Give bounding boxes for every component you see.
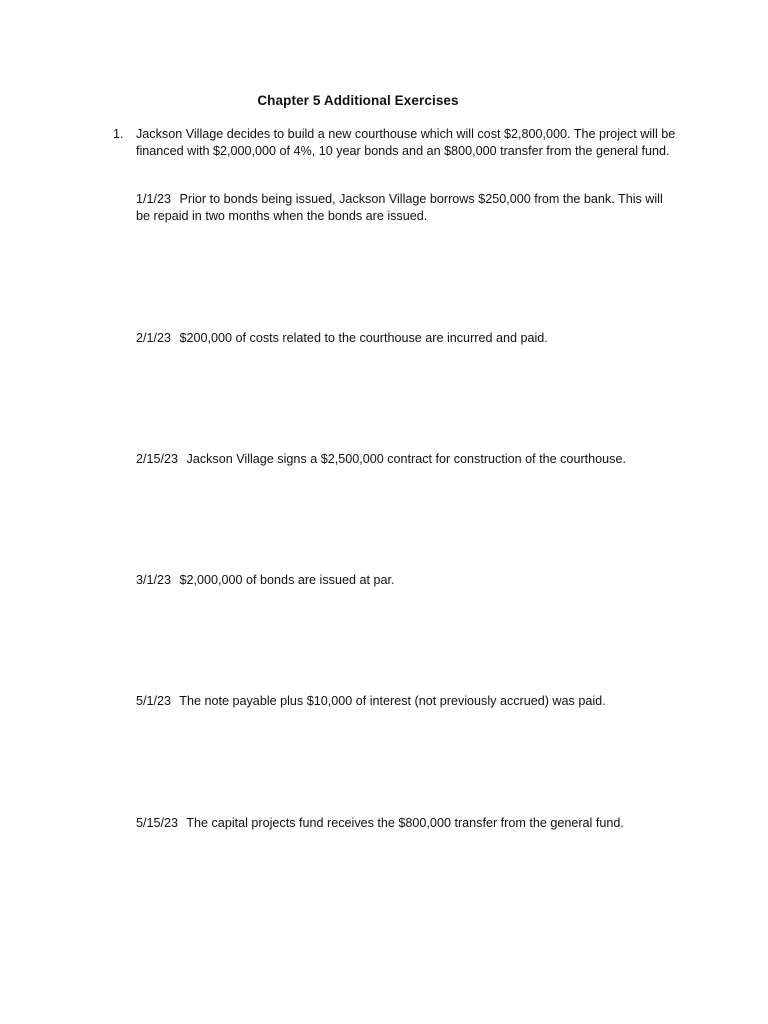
page-title: Chapter 5 Additional Exercises <box>257 93 459 108</box>
entry-text: $2,000,000 of bonds are issued at par. <box>179 573 395 587</box>
entry-text: Prior to bonds being issued, Jackson Village borrows $250,000 from the bank. This will be repaid in two months when the bonds are issued. <box>136 192 663 223</box>
exercise-entry <box>136 330 676 347</box>
exercise-entry <box>136 815 676 832</box>
entry-date: 2/15/23 <box>136 452 179 466</box>
entry-text: The capital projects fund receives the $800,000 transfer from the general fund. <box>186 816 624 830</box>
entry-text: Jackson Village signs a $2,500,000 contract for construction of the courthouse. <box>186 452 626 466</box>
exercise-entry <box>136 451 676 468</box>
exercise-entry <box>136 572 676 589</box>
exercise-number: 1. <box>113 127 124 141</box>
entry-text: The note payable plus $10,000 of interest (not previously accrued) was paid. <box>179 694 606 708</box>
exercise-entry <box>136 191 676 225</box>
entry-date: 5/15/23 <box>136 816 179 830</box>
entry-text: $200,000 of costs related to the courthouse are incurred and paid. <box>179 331 548 345</box>
entry-date: 5/1/23 <box>136 694 172 708</box>
exercise-intro: Jackson Village decides to build a new courthouse which will cost $2,800,000. The project will be financed with $2,000,000 of 4%, 10 year bonds and an $800,000 transfer from the general fund. <box>136 127 676 158</box>
exercise-entry <box>136 693 676 710</box>
entry-date: 3/1/23 <box>136 573 172 587</box>
entry-date: 2/1/23 <box>136 331 172 345</box>
entry-date: 1/1/23 <box>136 192 172 206</box>
